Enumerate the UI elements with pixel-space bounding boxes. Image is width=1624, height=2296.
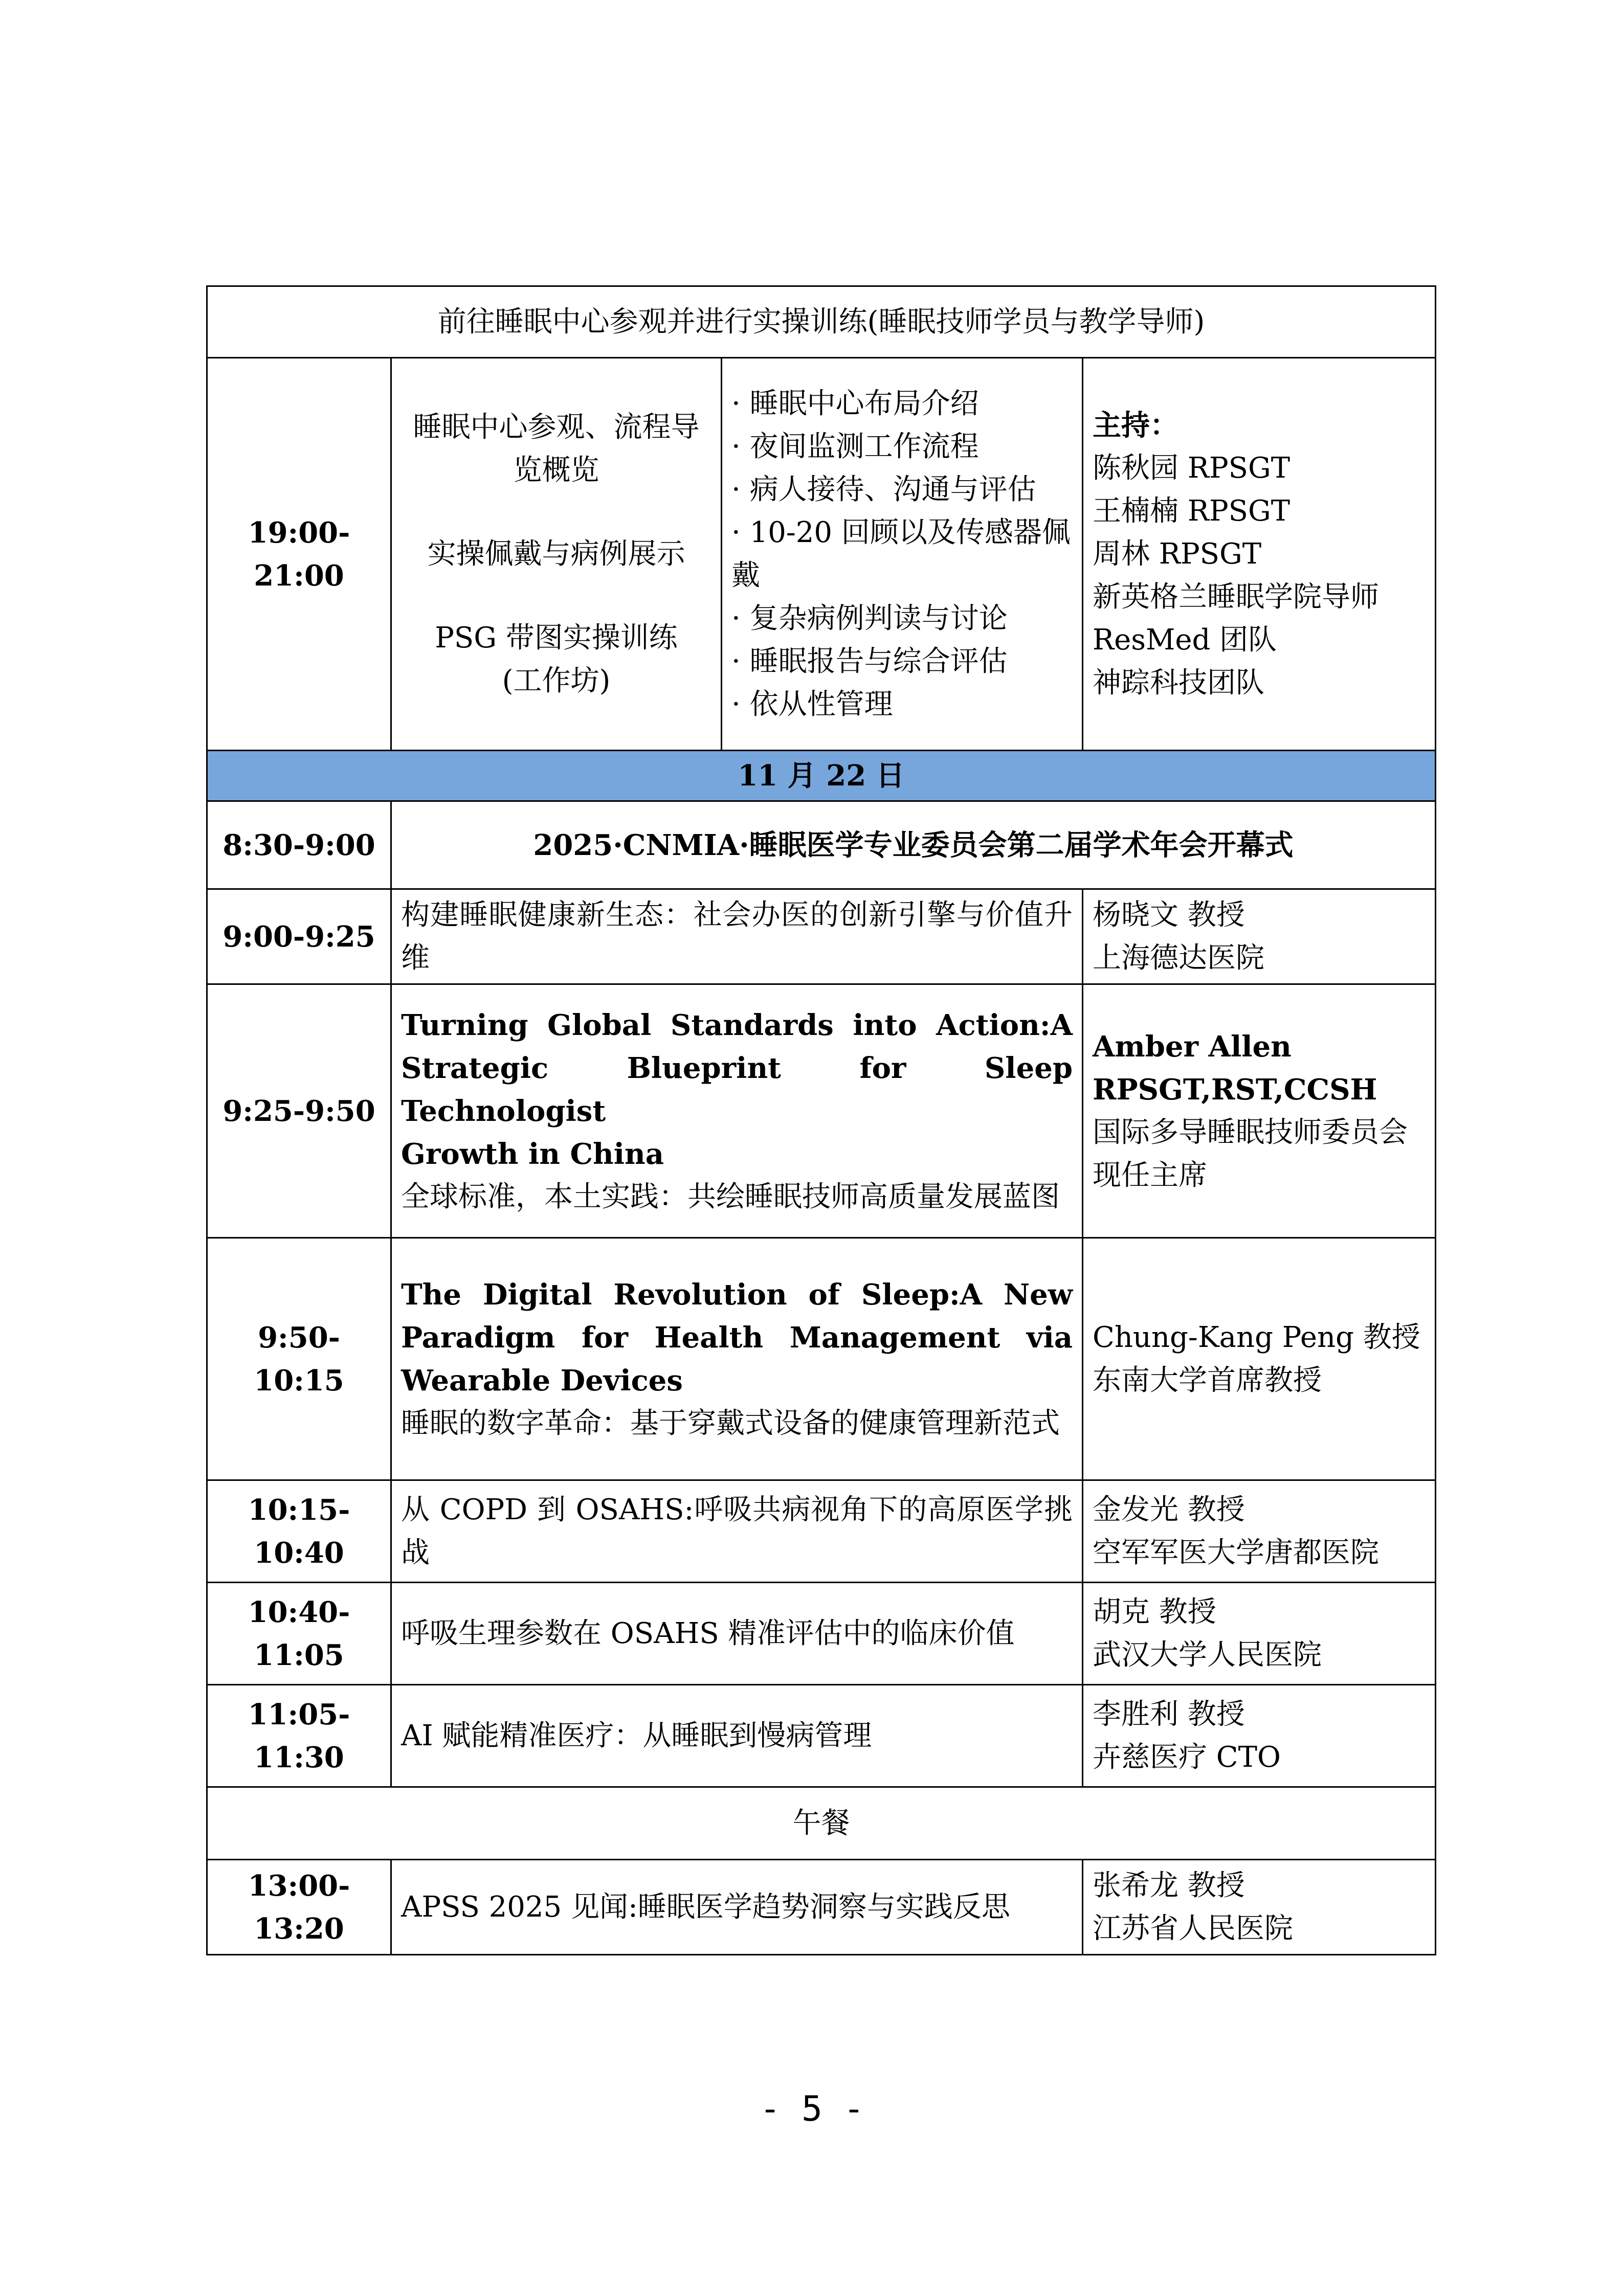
speaker-affiliation: 江苏省人民医院 <box>1093 1911 1293 1945</box>
topic-workshop: (工作坊) <box>502 664 611 697</box>
speaker-name: Amber Allen <box>1093 1029 1292 1064</box>
talk-row <box>207 1238 1436 1480</box>
speaker-affiliation: 武汉大学人民医院 <box>1093 1638 1322 1672</box>
talk-title: 呼吸生理参数在 OSAHS 精准评估中的临床价值 <box>391 1583 1083 1685</box>
topic-psg: PSG 带图实操训练 <box>435 621 678 655</box>
host-label: 主持： <box>1093 408 1178 442</box>
talk-title: 构建睡眠健康新生态：社会办医的创新引擎与价值升维 <box>391 889 1083 984</box>
talk-title <box>391 984 1083 1238</box>
header-row <box>207 286 1436 358</box>
talk-row <box>207 984 1436 1238</box>
talk-title-en: Paradigm for Health Management via <box>401 1320 1073 1355</box>
opening-row <box>207 801 1436 889</box>
speaker-affiliation: 东南大学首席教授 <box>1093 1363 1322 1397</box>
time-cell: 9:00-9:25 <box>207 889 391 984</box>
talk-row <box>207 1860 1436 1955</box>
speaker-cell <box>1083 984 1436 1238</box>
list-item: · 睡眠中心布局介绍 <box>731 387 979 420</box>
speaker-affiliation: 国际多导睡眠技师委员会现任主席 <box>1093 1115 1408 1192</box>
talk-row <box>207 1685 1436 1787</box>
time-cell: 9:50-10:15 <box>207 1238 391 1480</box>
speaker-credentials: RPSGT,RST,CCSH <box>1093 1072 1377 1107</box>
list-item: · 病人接待、沟通与评估 <box>731 472 1036 506</box>
talk-title-zh: 全球标准，本土实践：共绘睡眠技师高质量发展蓝图 <box>401 1180 1060 1213</box>
practical-hosts <box>1083 358 1436 751</box>
day-header-row <box>207 751 1436 801</box>
host-name: 陈秋园 RPSGT <box>1093 451 1291 485</box>
topic-wearing: 实操佩戴与病例展示 <box>427 537 685 571</box>
host-name: ResMed 团队 <box>1093 623 1277 657</box>
time-cell: 8:30-9:00 <box>207 801 391 889</box>
host-name: 神踪科技团队 <box>1093 666 1264 700</box>
talk-title-en: The Digital Revolution of Sleep:A New <box>401 1277 1073 1312</box>
speaker-name: 胡克 教授 <box>1093 1595 1216 1629</box>
opening-title: 2025·CNMIA·睡眠医学专业委员会第二届学术年会开幕式 <box>391 801 1436 889</box>
talk-title-en: Wearable Devices <box>401 1363 683 1398</box>
day-header: 11 月 22 日 <box>207 751 1436 801</box>
host-name: 周林 RPSGT <box>1093 537 1262 571</box>
talk-row <box>207 889 1436 984</box>
page-number: - 5 - <box>760 2089 864 2129</box>
practical-items <box>722 358 1083 751</box>
speaker-cell <box>1083 1860 1436 1955</box>
talk-title: APSS 2025 见闻:睡眠医学趋势洞察与实践反思 <box>391 1860 1083 1955</box>
list-item: · 复杂病例判读与讨论 <box>731 601 1008 635</box>
talk-title-en: Turning Global Standards into Action:A <box>401 1008 1073 1042</box>
speaker-cell <box>1083 1583 1436 1685</box>
schedule-table <box>206 285 1436 1955</box>
host-name: 王楠楠 RPSGT <box>1093 494 1291 528</box>
talk-title-zh: 睡眠的数字革命：基于穿戴式设备的健康管理新范式 <box>401 1406 1060 1440</box>
speaker-cell <box>1083 1238 1436 1480</box>
practical-topics <box>391 358 722 751</box>
talk-row <box>207 1480 1436 1583</box>
lunch-row <box>207 1787 1436 1860</box>
speaker-affiliation: 空军军医大学唐都医院 <box>1093 1536 1379 1569</box>
time-cell: 9:25-9:50 <box>207 984 391 1238</box>
list-item: · 依从性管理 <box>731 687 893 721</box>
speaker-cell <box>1083 889 1436 984</box>
speaker-affiliation: 卉慈医疗 CTO <box>1093 1740 1281 1774</box>
speaker-name: 杨晓文 教授 <box>1093 898 1245 932</box>
time-cell: 13:00-13:20 <box>207 1860 391 1955</box>
time-cell: 19:00-21:00 <box>207 358 391 751</box>
speaker-name: 金发光 教授 <box>1093 1493 1245 1526</box>
speaker-name: Chung-Kang Peng 教授 <box>1093 1320 1420 1354</box>
talk-title: AI 赋能精准医疗：从睡眠到慢病管理 <box>391 1685 1083 1787</box>
list-item: · 夜间监测工作流程 <box>731 430 979 463</box>
header-title: 前往睡眠中心参观并进行实操训练(睡眠技师学员与教学导师) <box>207 286 1436 358</box>
speaker-name: 张希龙 教授 <box>1093 1869 1245 1902</box>
topic-visit: 睡眠中心参观、流程导览概览 <box>413 410 700 487</box>
speaker-cell <box>1083 1480 1436 1583</box>
time-cell: 10:40-11:05 <box>207 1583 391 1685</box>
talk-title: 从 COPD 到 OSAHS:呼吸共病视角下的高原医学挑战 <box>391 1480 1083 1583</box>
talk-title-en: Growth in China <box>401 1137 664 1171</box>
talk-title <box>391 1238 1083 1480</box>
practical-session-row <box>207 358 1436 751</box>
time-cell: 10:15-10:40 <box>207 1480 391 1583</box>
time-cell: 11:05-11:30 <box>207 1685 391 1787</box>
list-item: · 10-20 回顾以及传感器佩戴 <box>731 515 1071 592</box>
talk-title-en: Strategic Blueprint for Sleep Technologist <box>401 1051 1073 1128</box>
speaker-name: 李胜利 教授 <box>1093 1697 1245 1731</box>
list-item: · 睡眠报告与综合评估 <box>731 644 1008 678</box>
speaker-cell <box>1083 1685 1436 1787</box>
talk-row <box>207 1583 1436 1685</box>
host-name: 新英格兰睡眠学院导师 <box>1093 580 1379 614</box>
speaker-affiliation: 上海德达医院 <box>1093 941 1264 975</box>
lunch-label: 午餐 <box>207 1787 1436 1860</box>
